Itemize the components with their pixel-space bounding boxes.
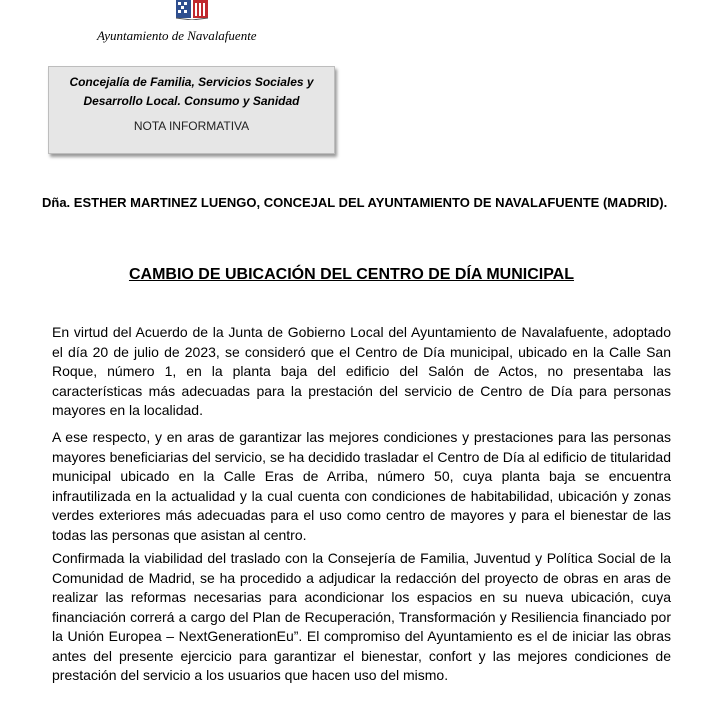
document-type: NOTA INFORMATIVA [133,119,250,133]
document-title: CAMBIO DE UBICACIÓN DEL CENTRO DE DÍA MUNICIPAL [128,266,575,283]
department-line-2: Desarrollo Local. Consumo y Sanidad [83,94,300,108]
paragraph-1: En virtud del Acuerdo de la Junta de Gobierno Local del Ayuntamiento de Navalafuente, adoptado el día 20 de julio de 2023, se consideró que el Centro de Día municipal, ubicado en la Calle San Roque, número 1, en la planta baja del edificio del Salón de Actos, no presentaba las características más adecuadas para la prestación del servicio de Centro de Día para personas mayores en la localidad. [52,324,671,418]
department-name [49,73,334,111]
paragraph-3: Confirmada la viabilidad del traslado con la Consejería de Familia, Juventud y Política Social de la Comunidad de Madrid, se ha procedido a adjudicar la redacción del proyecto de obras en aras de realizar las reformas necesarias para acondicionar los espacios en su nueva ubicación, cuya financiación correrá a cargo del Plan de Recuperación, Transformación y Resiliencia financiado por la Unión Europea – NextGenerationEu”. El compromiso del Ayuntamiento es el de iniciar las obras antes del presente ejercicio para garantizar el bienestar, confort y las mejores condiciones de prestación del servicio a los usuarios que hacen uso del mismo. [52,550,671,683]
notice-box [48,66,335,154]
paragraph-2: A ese respecto, y en aras de garantizar las mejores condiciones y prestaciones para las personas mayores beneficiarias del servicio, se ha decidido trasladar el Centro de Día al edificio de titularidad municipal ubicado en la Calle Eras de Arriba, número 50, cuya planta baja se encuentra infrautilizada en la actualidad y la cual cuenta con condiciones de habitabilidad, ubicación y zonas verdes exteriores más adecuadas para el uso como centro de mayores y para el bienestar de las todas las personas que asistan al centro. [52,429,671,543]
municipality-name: Ayuntamiento de Navalafuente [97,28,257,43]
department-line-1: Concejalía de Familia, Servicios Sociales y [69,75,314,89]
author-line: Dña. ESTHER MARTINEZ LUENGO, CONCEJAL DEL AYUNTAMIENTO DE NAVALAFUENTE (MADRID). [42,195,668,210]
coat-of-arms-logo [175,0,209,20]
